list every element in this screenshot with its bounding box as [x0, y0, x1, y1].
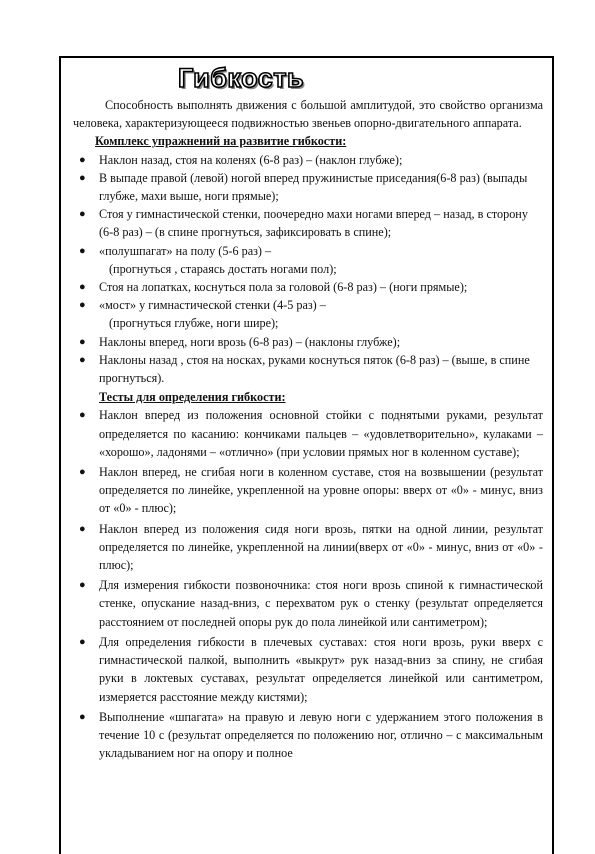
bullet-icon: ● [79, 208, 86, 221]
test-item [73, 406, 543, 461]
bullet-icon: ● [79, 281, 86, 294]
test-text: Наклон вперед из положения сидя ноги врозь, пятки на одной линии, результат определяется по линейке, укрепленной на линии(вверх от «0» - минус, вниз от «0» - плюс); [99, 521, 543, 573]
exercise-text: В выпаде правой (левой) ногой вперед пружинистые приседания(6-8 раз) (выпады глубже, махи выше, ноги прямые); [99, 170, 528, 204]
exercise-text: Наклон назад, стоя на коленях (6-8 раз) – (наклон глубже); [99, 152, 403, 167]
exercise-item [73, 296, 543, 332]
exercise-text: Наклоны назад , стоя на носках, руками коснуться пяток (6-8 раз) – (выше, в спине прогнуться). [99, 352, 530, 386]
exercises-list [73, 151, 543, 388]
exercise-item [73, 151, 543, 169]
bullet-icon: ● [79, 579, 86, 592]
bullet-icon: ● [79, 153, 86, 166]
exercise-text: Стоя у гимнастической стенки, поочередно махи ногами вперед – назад, в сторону (6-8 раз) – (в спине прогнуться, зафиксировать в спине); [99, 207, 528, 240]
test-item [73, 463, 543, 518]
bullet-icon: ● [79, 522, 86, 535]
exercise-item [73, 351, 543, 387]
intro-paragraph: Способность выполнять движения с большой амплитудой, это свойство организма человека, характеризующееся подвижностью звеньев опорно-двигательного аппарата. [73, 98, 543, 131]
bullet-icon: ● [79, 244, 86, 257]
bullet-icon: ● [79, 171, 86, 184]
test-text: Для определения гибкости в плечевых суставах: стоя ноги врозь, руки вверх с гимнастической палкой, выполнить «выкрут» рук назад-вниз за спину, не сгибая руки в локтевых суставах, результат определяется линейкой или сантиметром, измеряется расстояние между кистями); [99, 634, 543, 704]
bullet-icon: ● [79, 409, 86, 422]
exercise-item [73, 333, 543, 351]
exercise-item [73, 278, 543, 296]
test-text: Наклон вперед, не сгибая ноги в коленном суставе, стоя на возвышении (результат определяется по линейке, укрепленной на уровне опоры: вверх от «0» - минус, вниз от «0» - плюс); [99, 465, 543, 516]
exercise-item [73, 205, 543, 241]
title-block [73, 62, 543, 96]
test-text: Выполнение «шпагата» на правую и левую ноги с удержанием этого положения в течение 10 с (результат определяется по положению ног, отлично – с максимальным укладыванием ног на опору и полное [99, 709, 543, 761]
bullet-icon: ● [79, 353, 86, 366]
exercise-text: «мост» у гимнастической стенки (4-5 раз) – [99, 298, 326, 313]
tests-heading: Тесты для определения гибкости: [99, 390, 286, 405]
document-body [73, 62, 543, 764]
exercise-item [73, 169, 543, 205]
bullet-icon: ● [79, 299, 86, 312]
exercise-text: «полушпагат» на полу (5-6 раз) – [99, 243, 272, 258]
test-item [73, 708, 543, 763]
test-item [73, 520, 543, 575]
tests-list [73, 406, 543, 762]
bullet-icon: ● [79, 710, 86, 723]
exercise-text: Стоя на лопатках, коснуться пола за головой (6-8 раз) – (ноги прямые); [99, 280, 468, 295]
test-text: Наклон вперед из положения основной стойки с поднятыми руками, результат определяется по касанию: кончиками пальцев – «удовлетворительно», кулаками – «хорошо», ладонями – «отлично» (при условии прямых ног в коленном суставе); [99, 408, 543, 459]
exercises-heading: Комплекс упражнений на развитие гибкости: [95, 134, 347, 149]
test-text: Для измерения гибкости позвоночника: стоя ноги врозь спиной к гимнастической стенке, опускание назад-вниз, с перехватом рук о стенку (результат определяется расстоянием от последней опоры рук до пола линейкой или сантиметром); [99, 578, 543, 629]
exercise-note: (прогнуться глубже, ноги шире); [109, 316, 279, 331]
exercise-note: (прогнуться , стараясь достать ногами пол); [109, 261, 337, 276]
bullet-icon: ● [79, 635, 86, 648]
bullet-icon: ● [79, 335, 86, 348]
page-title: Гибкость [178, 63, 305, 93]
exercise-text: Наклоны вперед, ноги врозь (6-8 раз) – (наклоны глубже); [99, 334, 401, 349]
test-item [73, 576, 543, 631]
bullet-icon: ● [79, 466, 86, 479]
exercise-item [73, 242, 543, 278]
test-item [73, 633, 543, 706]
